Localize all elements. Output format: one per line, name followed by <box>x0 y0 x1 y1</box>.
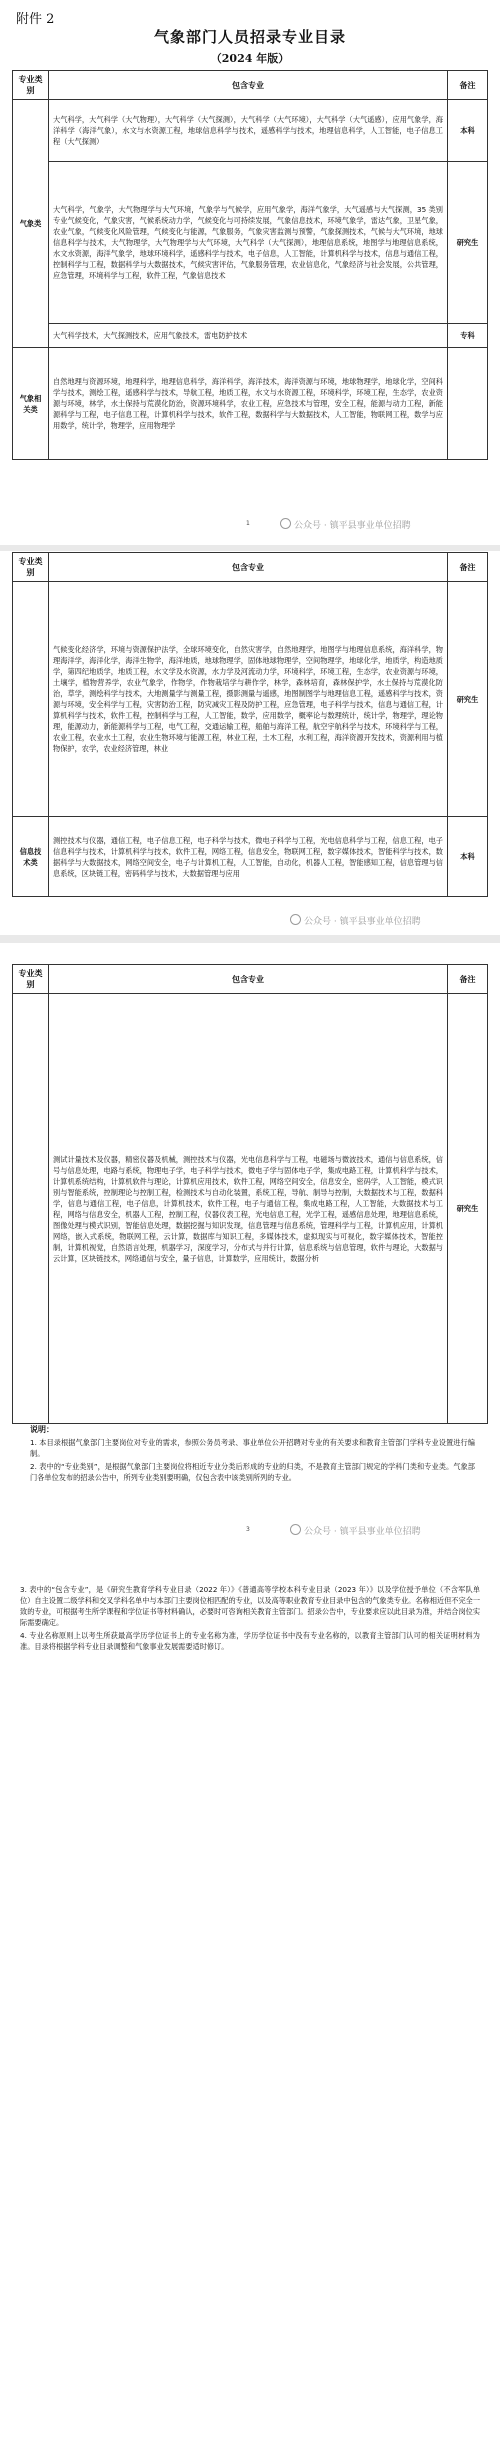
content-cell: 大气科学技术，大气探测技术，应用气象技术，雷电防护技术 <box>49 324 448 348</box>
document-page-2 <box>0 552 500 932</box>
wechat-icon <box>290 1524 301 1535</box>
header-content: 包含专业 <box>49 71 448 100</box>
wechat-icon <box>290 914 301 925</box>
page-number: 3 <box>246 1526 250 1533</box>
category-cell <box>13 582 49 817</box>
page-separator <box>0 545 500 551</box>
header-category: 专业类别 <box>13 71 49 100</box>
note-cell: 专科 <box>448 324 488 348</box>
page-separator <box>0 935 500 943</box>
header-note: 备注 <box>448 965 488 994</box>
category-cell: 信息技术类 <box>13 817 49 897</box>
table-header-row <box>13 553 488 582</box>
document-page-3 <box>0 944 500 2444</box>
major-catalog-table-p3 <box>12 964 488 1424</box>
table-row <box>13 100 488 162</box>
table-row <box>13 994 488 1424</box>
header-category: 专业类别 <box>13 965 49 994</box>
table-header-row <box>13 965 488 994</box>
table-row <box>13 324 488 348</box>
document-subtitle: （2024 年版） <box>210 52 290 65</box>
note-cell: 本科 <box>448 817 488 897</box>
note-cell: 研究生 <box>448 582 488 817</box>
header-content: 包含专业 <box>49 553 448 582</box>
note-cell <box>448 348 488 460</box>
category-cell: 气象相关类 <box>13 348 49 460</box>
notes-section <box>30 1424 475 1485</box>
table-header-row <box>13 71 488 100</box>
watermark: 公众号 · 镇平县事业单位招聘 <box>290 1524 421 1537</box>
category-cell <box>13 994 49 1424</box>
content-cell: 测试计量技术及仪器，精密仪器及机械，测控技术与仪器，光电信息科学与工程，电磁场与微波技术，通信与信息系统，信号与信息处理，电路与系统，物理电子学，电子科学与技术，微电子学与固体电子学，集成电路工程，计算机科学与技术，计算机系统结构，计算机软件与理论，计算机应用技术，软件工程，网络空间安全，信息安全，密码学，人工智能，模式识别与智能系统，控制理论与控制工程，检测技术与自动化装置，系统工程，导航、制导与控制，大数据技术与工程，数据科学，信息与通信工程，电子信息，计算机技术，软件工程，电子与通信工程，集成电路工程，人工智能，大数据技术与工程，网络与信息安全，机器人工程，控制工程，仪器仪表工程，光电信息工程，光学工程，遥感信息处理，地理信息系统，图像处理与模式识别，智能信息处理，数据挖掘与知识发现，信息管理与信息系统，管理科学与工程，计算机应用，计算机网络，嵌入式系统，物联网工程，云计算，数据库与知识工程，多媒体技术，虚拟现实与可视化，数字媒体技术，智能控制，计算机视觉，自然语言处理，机器学习，深度学习，分布式与并行计算，信息系统与信息管理，软件与理论，大数据与云计算，区块链技术，网络通信与安全，量子信息，计算数学，应用统计，数据分析 <box>49 994 448 1424</box>
major-catalog-table-p1 <box>12 70 488 460</box>
watermark: 公众号 · 镇平县事业单位招聘 <box>280 518 411 531</box>
note-item: 3. 表中的“包含专业”，是《研究生教育学科专业目录（2022 年）》《普通高等学校本科专业目录（2023 年）》以及学位授予单位（不含军队单位）自主设置二级学科和交叉学科名单中与本部门主要岗位相匹配的专业，以及高等职业教育专业目录中包含的气象类专业。名称相近但不完全一致的专业，可根据考生所学课程和学位证书等材料确认，必要时可咨询相关教育主管部门。招录公告中，专业要求应以此目录为准，并结合岗位实际需要确定。 <box>20 1585 481 1627</box>
category-cell: 气象类 <box>13 100 49 348</box>
content-cell: 自然地理与资源环境，地理科学，地理信息科学，海洋科学，海洋技术，海洋资源与环境，地球物理学，地球化学，空间科学与技术，测绘工程，遥感科学与技术，导航工程，地质工程，水文与水资源工程，环境科学，环境工程，生态学，农业资源与环境，林学，水土保持与荒漠化防治，资源环境科学，农业工程，应急技术与管理，安全工程，能源与动力工程，新能源科学与工程，电子信息工程，计算机科学与技术，软件工程，数据科学与大数据技术，人工智能，物联网工程，数学与应用数学，统计学，物理学，应用物理学 <box>49 348 448 460</box>
content-cell: 气候变化经济学，环境与资源保护法学，全球环境变化，自然灾害学，自然地理学，地图学与地理信息系统，海洋科学，物理海洋学，海洋化学，海洋生物学，海洋地质，地球物理学，固体地球物理学，空间物理学，地球化学，地质学，构造地质学，第四纪地质学，地质工程，水文学及水资源，水力学及河流动力学，环境科学，环境工程，生态学，农业资源与环境，土壤学，植物营养学，农业气象学，作物学，作物栽培学与耕作学，林学，森林培育，森林保护学，水土保持与荒漠化防治，草学，测绘科学与技术，大地测量学与测量工程，摄影测量与遥感，地图制图学与地理信息工程，遥感科学与技术，资源与环境，安全科学与工程，灾害防治工程，防灾减灾工程及防护工程，应急管理，电子科学与技术，信息与通信工程，计算机科学与技术，软件工程，控制科学与工程，人工智能，数学，应用数学，概率论与数理统计，统计学，物理学，理论物理，能源动力，新能源科学与工程，电气工程，交通运输工程，船舶与海洋工程，航空宇航科学与技术，环境科学与工程，农业工程，农业水土工程，农业生物环境与能源工程，林业工程，土木工程，水利工程，海洋资源开发技术，资源利用与植物保护，农学，农业经济管理，林业 <box>49 582 448 817</box>
table-row <box>13 817 488 897</box>
header-category: 专业类别 <box>13 553 49 582</box>
header-content: 包含专业 <box>49 965 448 994</box>
wechat-icon <box>280 518 291 529</box>
page-number: 1 <box>246 520 250 527</box>
document-title: 气象部门人员招录专业目录 <box>153 28 346 46</box>
note-cell: 本科 <box>448 100 488 162</box>
content-cell: 大气科学，大气科学（大气物理），大气科学（大气探测），大气科学（大气环境），大气科学（大气遥感），应用气象学，海洋科学（海洋气象），水文与水资源工程，地球信息科学与技术，遥感科学与技术，地理信息科学，人工智能，电子信息工程（大气探测） <box>49 100 448 162</box>
notes-continued <box>20 1584 480 1654</box>
note-cell: 研究生 <box>448 994 488 1424</box>
content-cell: 测控技术与仪器，通信工程，电子信息工程，电子科学与技术，微电子科学与工程，光电信息科学与工程，信息工程，电子信息科学与技术，计算机科学与技术，软件工程，网络工程，信息安全，物联网工程，数字媒体技术，智能科学与技术，数据科学与大数据技术，网络空间安全，电子与计算机工程，人工智能，自动化，机器人工程，智能感知工程，信息管理与信息系统，区块链工程，密码科学与技术，大数据管理与应用 <box>49 817 448 897</box>
major-catalog-table-p2 <box>12 552 488 897</box>
table-row <box>13 582 488 817</box>
table-row <box>13 162 488 324</box>
note-item: 1. 本目录根据气象部门主要岗位对专业的需求，参照公务员考录、事业单位公开招聘对专业的有关要求和教育主管部门学科专业设置进行编制。 <box>30 1438 475 1458</box>
header-note: 备注 <box>448 553 488 582</box>
note-cell: 研究生 <box>448 162 488 324</box>
header-note: 备注 <box>448 71 488 100</box>
note-item: 4. 专业名称原则上以考生所获最高学历学位证书上的专业名称为准，学历学位证书中没有专业名称的，以教育主管部门认可的相关证明材料为准。目录将根据学科专业目录调整和气象事业发展需要适时修订。 <box>20 1631 480 1651</box>
watermark: 公众号 · 镇平县事业单位招聘 <box>290 914 421 927</box>
content-cell: 大气科学，气象学，大气物理学与大气环境，气象学与气候学，应用气象学，海洋气象学，大气遥感与大气探测，35 类别专业气候变化，气象灾害，气候系统动力学，气候变化与可持续发展，气象信息技术，环境气象学，雷达气象，卫星气象，农业气象，气候变化风险管理，气候变化与能源，气象服务，气象灾害监测与预警，气象探测技术，气候与大气环境，地球信息科学与技术，大气物理学，大气物理学与大气环境，大气科学（大气探测），地理信息系统，地图学与地理信息系统，水文水资源，海洋气象学，地球环境科学，遥感科学与技术，电子信息，人工智能，计算机科学与技术，信息与通信工程，控制科学与工程，数据科学与大数据技术，气候灾害评估，气象服务管理，农业信息化，气象经济与社会发展，公共管理，应急管理，环境科学与工程，软件工程，气象信息技术 <box>49 162 448 324</box>
note-item: 2. 表中的“专业类别”，是根据气象部门主要岗位将相近专业分类后形成的专业的归类，不是教育主管部门规定的学科门类和专业类。气象部门各单位发布的招录公告中，所列专业类别要明确，仅包含表中该类别所列的专业。 <box>30 1462 475 1482</box>
table-row <box>13 348 488 460</box>
notes-heading: 说明： <box>30 1425 54 1434</box>
annex-label: 附件 2 <box>16 12 55 27</box>
